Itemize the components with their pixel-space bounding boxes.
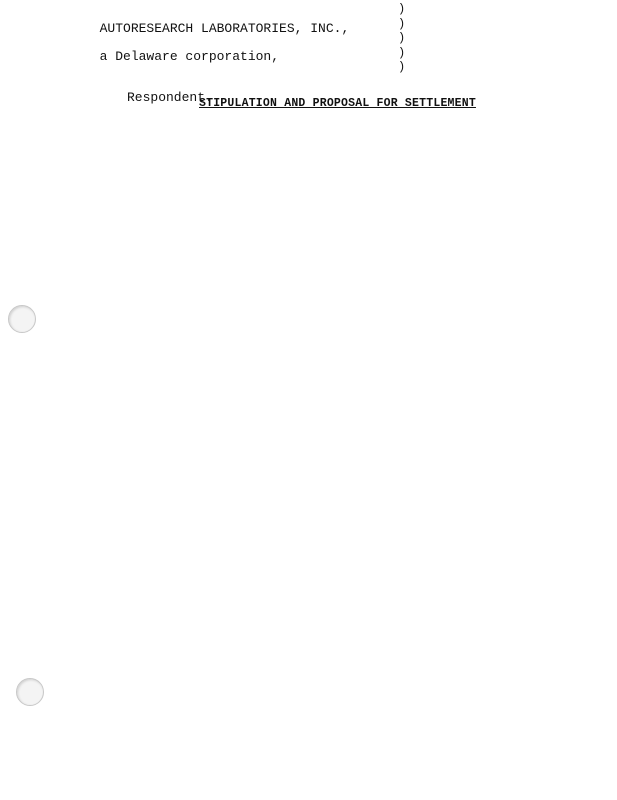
respondent-company: AUTORESEARCH LABORATORIES, INC., <box>99 21 350 36</box>
punch-hole-icon <box>8 305 36 333</box>
respondent-role: Respondent. <box>127 90 213 105</box>
respondent-incorporation: a Delaware corporation, <box>99 49 280 64</box>
punch-hole-icon <box>16 678 44 706</box>
caption-brackets: ) ) ) ) ) <box>398 2 406 74</box>
document-title: STIPULATION AND PROPOSAL FOR SETTLEMENT <box>199 97 476 110</box>
